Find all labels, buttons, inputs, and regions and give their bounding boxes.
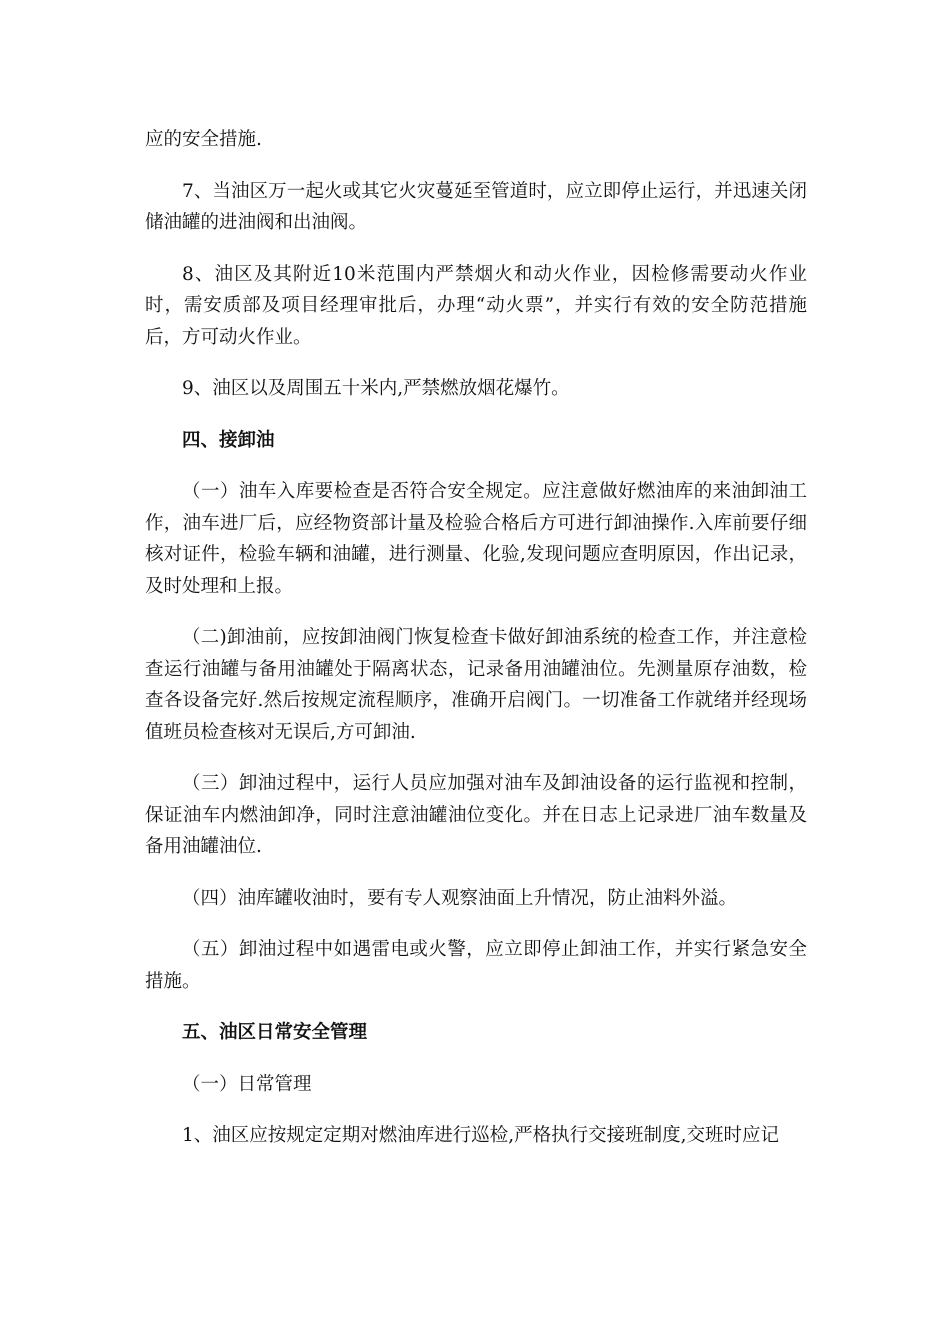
paragraph-item-9: 9、油区以及周围五十米内,严禁燃放烟花爆竹。 (182, 378, 570, 399)
section-heading-unloading: 四、接卸油 (182, 429, 275, 451)
paragraph-unloading-1: （一）油车入库要检查是否符合安全规定。应注意做好燃油库的来油卸油工作，油车进厂后，应经物资部计量及检验合格后方可进行卸油操作.入库前要仔细核对证件，检验车辆和油罐，进行测量、化验,发现问题应查明原因，作出记录，及时处理和上报。 (145, 481, 807, 597)
paragraph-daily-1: 1、油区应按规定定期对燃油库进行巡检,严格执行交接班制度,交班时应记 (182, 1125, 780, 1146)
section-heading-daily-safety: 五、油区日常安全管理 (182, 1022, 368, 1043)
paragraph-item-8: 8、油区及其附近10米范围内严禁烟火和动火作业，因检修需要动火作业时，需安质部及项目经理审批后，办理“动火票”，并实行有效的安全防范措施后，方可动火作业。 (145, 263, 807, 348)
paragraph-item-7: 7、当油区万一起火或其它火灾蔓延至管道时，应立即停止运行，并迅速关闭储油罐的进油阀和出油阀。 (145, 180, 807, 233)
paragraph-unloading-3: （三）卸油过程中，运行人员应加强对油车及卸油设备的运行监视和控制，保证油车内燃油卸净，同时注意油罐油位变化。并在日志上记录进厂油车数量及备用油罐油位. (145, 773, 807, 857)
paragraph-unloading-5: （五）卸油过程中如遇雷电或火警，应立即停止卸油工作，并实行紧急安全措施。 (145, 939, 807, 992)
paragraph-continuation: 应的安全措施. (145, 129, 262, 150)
paragraph-unloading-4: （四）油库罐收油时，要有专人观察油面上升情况，防止油料外溢。 (182, 887, 738, 909)
document-body (145, 124, 807, 1172)
paragraph-unloading-2: （二)卸油前，应按卸油阀门恢复检查卡做好卸油系统的检查工作，并注意检查运行油罐与备用油罐处于隔离状态，记录备用油罐油位。先测量原存油数，检查各设备完好.然后按规定流程顺序，准确开启阀门。一切准备工作就绪并经现场值班员检查核对无误后,方可卸油. (145, 627, 807, 743)
subsection-daily-management: （一）日常管理 (182, 1073, 312, 1095)
